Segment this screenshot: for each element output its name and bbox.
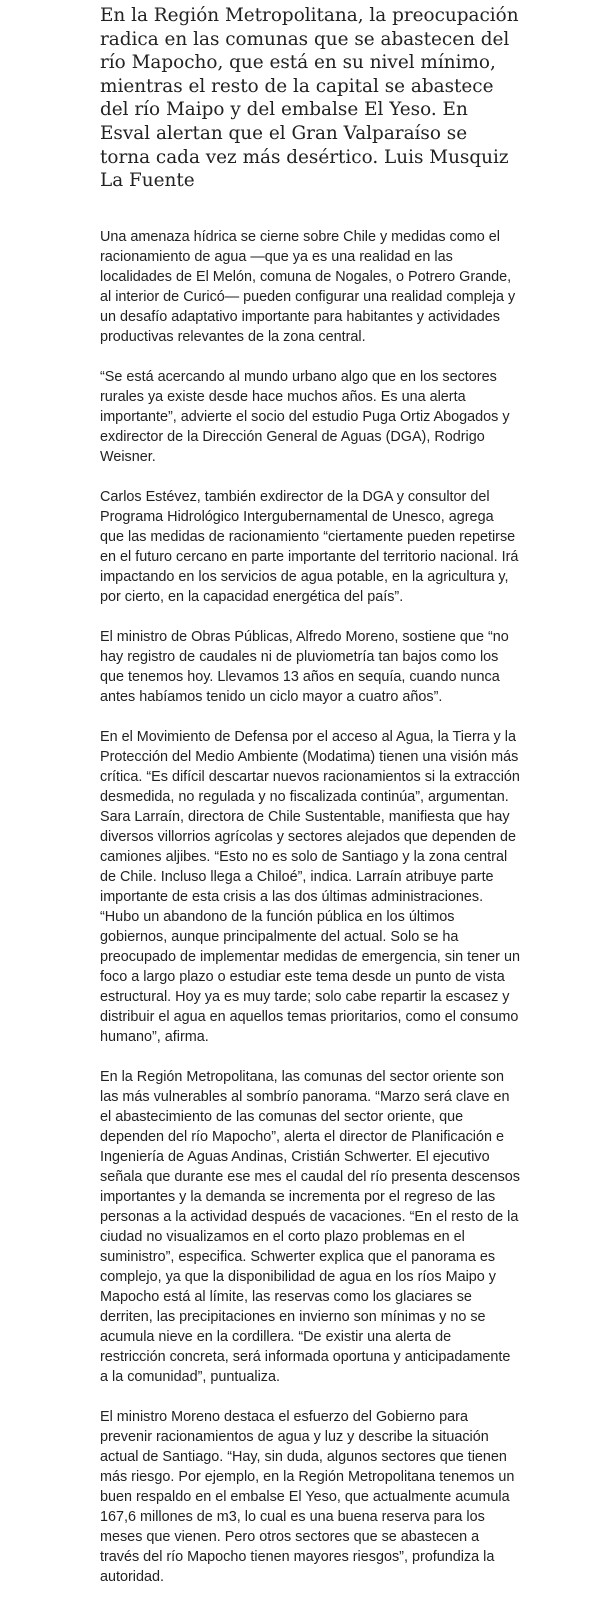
article xyxy=(100,0,520,1607)
article-paragraph: El ministro de Obras Públicas, Alfredo Moreno, sostiene que “no hay registro de caudales ni de pluviometría tan bajos como los que tenemos hoy. Llevamos 13 años en sequía, cuando nunca antes habíamos tenido un ciclo mayor a cuatro años”. xyxy=(100,628,509,705)
article-paragraph: En el Movimiento de Defensa por el acceso al Agua, la Tierra y la Protección del Medio Ambiente (Modatima) tienen una visión más crítica. “Es difícil descartar nuevos racionamientos si la extracción desmedida, no regulada y no fiscalizada continúa”, argumentan. Sara Larraín, directora de Chile Sustentable, manifiesta que hay diversos villorrios agrícolas y sectores alejados que dependen de camiones aljibes. “Esto no es solo de Santiago y la zona central de Chile. Incluso llega a Chiloé”, indica. Larraín atribuye parte importante de esta crisis a las dos últimas administraciones. “Hubo un abandono de la función pública en los últimos gobiernos, aunque principalmente del actual. Solo se ha preocupado de implementar medidas de emergencia, sin tener un foco a largo plazo o estudiar este tema desde un punto de vista estructural. Hoy ya es muy tarde; solo cabe repartir la escasez y distribuir el agua en aquellos temas prioritarios, como el consumo humano”, afirma. xyxy=(100,728,520,1045)
article-paragraph: Una amenaza hídrica se cierne sobre Chile y medidas como el racionamiento de agua —que ya es una realidad en las localidades de El Melón, comuna de Nogales, o Potrero Grande, al interior de Curicó— pueden configurar una realidad compleja y un desafío adaptativo importante para habitantes y actividades productivas relevantes de la zona central. xyxy=(100,228,516,345)
article-paragraph: El ministro Moreno destaca el esfuerzo del Gobierno para prevenir racionamientos de agua y luz y describe la situación actual de Santiago. “Hay, sin duda, algunos sectores que tienen más riesgo. Por ejemplo, en la Región Metropolitana tenemos un buen respaldo en el embalse El Yeso, que actualmente acumula 167,6 millones de m3, lo cual es una buena reserva para los meses que vienen. Pero otros sectores que se abastecen a través del río Mapocho tienen mayores riesgos”, profundiza la autoridad. xyxy=(100,1408,515,1585)
article-paragraph: En la Región Metropolitana, las comunas del sector oriente son las más vulnerables al sombrío panorama. “Marzo será clave en el abastecimiento de las comunas del sector oriente, que dependen del río Mapocho”, alerta el director de Planificación e Ingeniería de Aguas Andinas, Cristián Schwerter. El ejecutivo señala que durante ese mes el caudal del río presenta descensos importantes y la demanda se incrementa por el regreso de las personas a la actividad después de vacaciones. “En el resto de la ciudad no visualizamos en el corto plazo problemas en el suministro”, especifica. Schwerter explica que el panorama es complejo, ya que la disponibilidad de agua en los ríos Maipo y Mapocho está al límite, las reservas como los glaciares se derriten, las precipitaciones en invierno son mínimas y no se acumula nieve en la cordillera. “De existir una alerta de restricción concreta, será informada oportuna y anticipadamente a la comunidad”, puntualiza. xyxy=(100,1068,520,1385)
article-body xyxy=(100,227,520,1587)
article-lead: En la Región Metropolitana, la preocupación radica en las comunas que se abastecen del río Mapocho, que está en su nivel mínimo, mientras el resto de la capital se abastece del río Maipo y del embalse El Yeso. En Esval alertan que el Gran Valparaíso se torna cada vez más desértico. Luis Musquiz La Fuente xyxy=(100,5,519,192)
article-paragraph: “Se está acercando al mundo urbano algo que en los sectores rurales ya existe desde hace muchos años. Es una alerta importante”, advierte el socio del estudio Puga Ortiz Abogados y exdirector de la Dirección General de Aguas (DGA), Rodrigo Weisner. xyxy=(100,368,510,465)
article-paragraph: Carlos Estévez, también exdirector de la DGA y consultor del Programa Hidrológico Intergubernamental de Unesco, agrega que las medidas de racionamiento “ciertamente pueden repetirse en el futuro cercano en parte importante del territorio nacional. Irá impactando en los servicios de agua potable, en la agricultura y, por cierto, en la capacidad energética del país”. xyxy=(100,488,519,605)
